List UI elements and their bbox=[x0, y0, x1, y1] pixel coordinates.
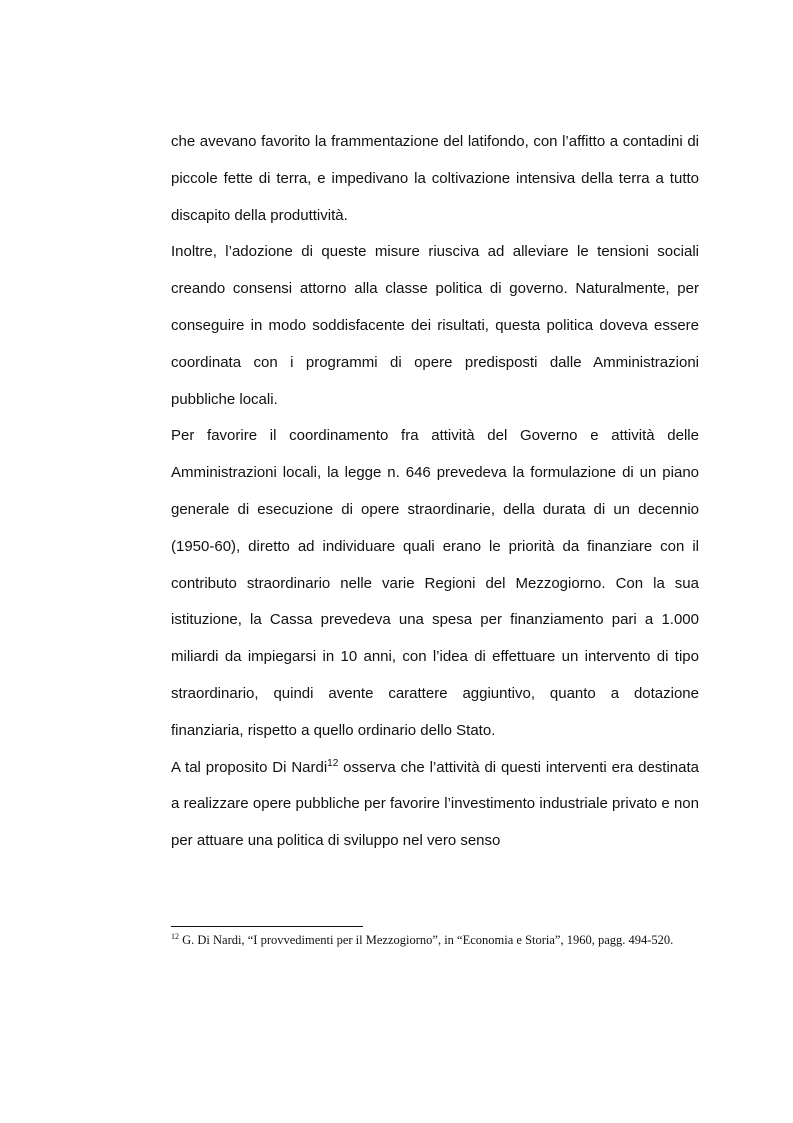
paragraph-4-rest: osserva che l’attività di questi interventi era destinata a realizzare opere pubbliche per favorire l’investimento industriale privato e non per attuare una politica di sviluppo nel vero senso bbox=[171, 758, 699, 850]
footnote-reference: 12 bbox=[327, 757, 339, 769]
footnote-separator bbox=[171, 926, 363, 927]
paragraph-4-start: A tal proposito Di Nardi bbox=[171, 758, 328, 776]
paragraph-2: Inoltre, l’adozione di queste misure riusciva ad alleviare le tensioni sociali creando consensi attorno alla classe politica di governo. Naturalmente, per conseguire in modo soddisfacente dei risultati, questa politica doveva essere coordinata con i programmi di opere predisposti dalle Amministrazioni pubbliche locali. bbox=[171, 243, 699, 408]
paragraph-3: Per favorire il coordinamento fra attività del Governo e attività delle Amministrazioni locali, la legge n. 646 prevedeva la formulazione di un piano generale di esecuzione di opere straordinarie, della durata di un decennio (1950-60), diretto ad individuare quali erano le priorità da finanziare con il contributo straordinario nelle varie Regioni del Mezzogiorno. Con la sua istituzione, la Cassa prevedeva una spesa per finanziamento pari a 1.000 miliardi da impiegarsi in 10 anni, con l’idea di effettuare un intervento di tipo straordinario, quindi avente carattere aggiuntivo, quanto a dotazione finanziaria, rispetto a quello ordinario dello Stato. bbox=[171, 427, 699, 739]
body-text bbox=[171, 124, 699, 860]
footnote bbox=[171, 932, 699, 948]
paragraph-1: che avevano favorito la frammentazione del latifondo, con l’affitto a contadini di piccole fette di terra, e impedivano la coltivazione intensiva della terra a tutto discapito della produttività. bbox=[171, 133, 699, 224]
paragraph-4 bbox=[171, 750, 699, 860]
footnote-text: G. Di Nardi, “I provvedimenti per il Mezzogiorno”, in “Economia e Storia”, 1960, pagg. 494-520. bbox=[179, 933, 674, 947]
footnote-number: 12 bbox=[171, 931, 179, 941]
